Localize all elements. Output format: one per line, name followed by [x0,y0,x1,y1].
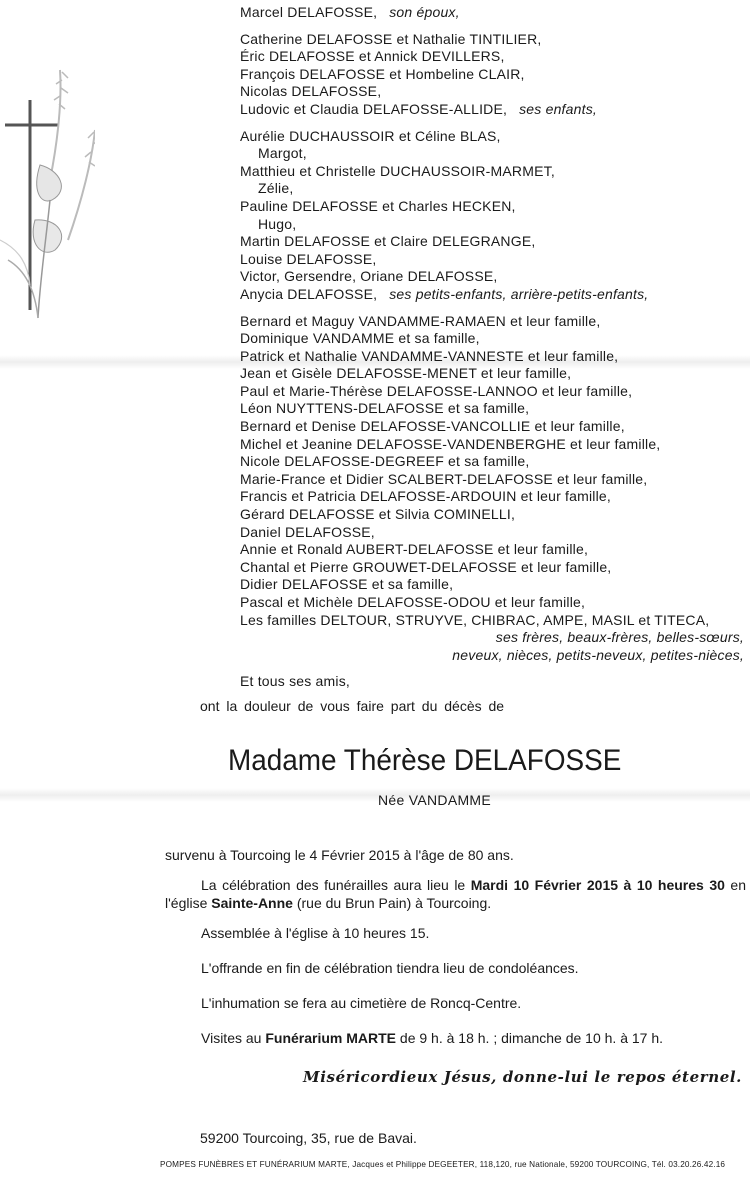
celebration-date: Mardi 10 Février 2015 à 10 heures 30 [470,877,725,893]
family-member [240,383,748,401]
family-member [240,233,748,251]
funeral-home-footer: POMPES FUNÈBRES ET FUNÉRARIUM MARTE, Jacques et Philippe DEGEETER, 118,120, rue Nationale, 59200 TOURCOING, Tél. 03.20.26.42.16 [160,1160,726,1169]
family-member [240,436,748,454]
member-name: Hugo, [258,215,297,232]
spacer [240,304,748,313]
funerarium-name: Funérarium MARTE [265,1030,397,1046]
offering-text: L'offrande en fin de célébration tiendra lieu de condoléances. [201,960,579,976]
family-member [240,4,748,22]
family-member [240,471,748,489]
member-name: Nicolas DELAFOSSE, [240,83,382,100]
visits-text [165,1029,746,1047]
family-member [240,31,748,49]
family-member [240,145,748,163]
family-member [240,594,748,612]
family-member [240,66,748,84]
family-member [240,453,748,471]
family-member [240,348,748,366]
family-member [240,101,748,119]
family-member [240,541,748,559]
member-name: Matthieu et Christelle DUCHAUSSOIR-MARMET, [240,162,555,179]
family-member [240,418,748,436]
spacer [240,119,748,128]
member-name: Pascal et Michèle DELAFOSSE-ODOU et leur famille, [240,594,586,610]
member-name: Et tous ses amis, [240,673,350,690]
family-member [240,268,748,286]
celebration-post: (rue du Brun Pain) à Tourcoing. [292,895,492,911]
member-name: Catherine DELAFOSSE et Nathalie TINTILIER, [240,30,542,47]
family-member [240,216,748,234]
member-name: Éric DELAFOSSE et Annick DEVILLERS, [240,48,505,65]
family-member [240,251,748,269]
member-name: Daniel DELAFOSSE, [240,523,375,540]
family-member [240,286,748,304]
family-member [240,48,748,66]
member-name: Gérard DELAFOSSE et Silvia COMINELLI, [240,506,516,523]
member-name: Michel et Jeanine DELAFOSSE-VANDENBERGHE et leur famille, [240,435,661,452]
family-member [240,313,748,331]
member-name: Didier DELAFOSSE et sa famille, [240,576,454,593]
family-member [240,673,748,691]
member-name: Dominique VANDAMME et sa famille, [240,330,480,347]
family-list [240,4,748,691]
member-name: Zélie, [258,180,294,197]
member-name: Victor, Gersendre, Oriane DELAFOSSE, [240,268,498,285]
deceased-name: Madame Thérèse DELAFOSSE [228,744,622,777]
assembly-text: Assemblée à l'église à 10 heures 15. [201,925,430,941]
family-member [240,559,748,577]
member-name: Margot, [258,145,307,162]
visits-pre: Visites au [201,1030,266,1046]
relation-label: ses frères, beaux-frères, belles-sœurs, [495,629,744,646]
celebration-pre: La célébration des funérailles aura lieu le [201,877,471,893]
member-name: Les familles DELTOUR, STRUYVE, CHIBRAC, AMPE, MASIL et TITECA, [240,611,710,628]
member-name: François DELAFOSSE et Hombeline CLAIR, [240,65,525,82]
death-date-text: survenu à Tourcoing le 4 Février 2015 à l'âge de 80 ans. [165,847,514,863]
member-name: Ludovic et Claudia DELAFOSSE-ALLIDE, [240,100,508,117]
family-member [240,488,748,506]
family-member [240,330,748,348]
member-name: Anycia DELAFOSSE, [240,285,378,302]
home-address: 59200 Tourcoing, 35, rue de Bavai. [200,1130,417,1146]
family-member [240,576,748,594]
member-name: Martin DELAFOSSE et Claire DELEGRANGE, [240,233,536,250]
member-name: Bernard et Maguy VANDAMME-RAMAEN et leur famille, [240,312,601,329]
relation-label: neveux, nièces, petits-neveux, petites-nièces, [452,646,744,663]
member-name: Marie-France et Didier SCALBERT-DELAFOSSE et leur famille, [240,470,648,487]
member-name: Bernard et Denise DELAFOSSE-VANCOLLIE et leur famille, [240,418,625,435]
celebration-mid: en l'église [165,877,746,911]
family-member [240,83,748,101]
member-name: Pauline DELAFOSSE et Charles HECKEN, [240,197,516,214]
visits-post: de 9 h. à 18 h. ; dimanche de 10 h. à 17 h. [396,1030,664,1046]
maiden-name: Née VANDAMME [378,792,492,808]
member-name: Marcel DELAFOSSE, [240,4,378,20]
relation-label: son époux, [389,4,460,20]
paper-fold-line [0,788,750,802]
member-name: Nicole DELAFOSSE-DEGREEF et sa famille, [240,453,530,470]
family-member [240,365,748,383]
celebration-text [165,876,746,912]
family-member [240,524,748,542]
member-name: Patrick et Nathalie VANDAMME-VANNESTE et leur famille, [240,347,619,364]
church-name: Sainte-Anne [211,895,293,911]
family-member [240,180,748,198]
member-name: Annie et Ronald AUBERT-DELAFOSSE et leur famille, [240,541,589,558]
family-member [240,506,748,524]
member-name: Léon NUYTTENS-DELAFOSSE et sa famille, [240,400,530,417]
member-name: Chantal et Pierre GROUWET-DELAFOSSE et leur famille, [240,558,612,575]
announcement-line: ont la douleur de vous faire part du décès de [200,698,505,714]
member-name: Aurélie DUCHAUSSOIR et Céline BLAS, [240,127,501,144]
family-member [240,198,748,216]
burial-text: L'inhumation se fera au cimetière de Roncq-Centre. [201,995,522,1011]
ceremony-details [165,846,746,1047]
spacer [240,664,748,673]
relation-label: ses enfants, [519,100,597,117]
family-member [240,612,748,630]
member-name: Francis et Patricia DELAFOSSE-ARDOUIN et leur famille, [240,488,612,505]
family-member [240,163,748,181]
prayer-line: Miséricordieux Jésus, donne-lui le repos éternel. [303,1068,742,1086]
cross-lily-decoration-icon [0,60,95,320]
member-name: Jean et Gisèle DELAFOSSE-MENET et leur famille, [240,365,572,382]
family-member [240,400,748,418]
member-name: Paul et Marie-Thérèse DELAFOSSE-LANNOO et leur famille, [240,382,633,399]
family-member [240,128,748,146]
member-name: Louise DELAFOSSE, [240,250,377,267]
relation-label: ses petits-enfants, arrière-petits-enfants, [389,285,649,302]
spacer [240,22,748,31]
